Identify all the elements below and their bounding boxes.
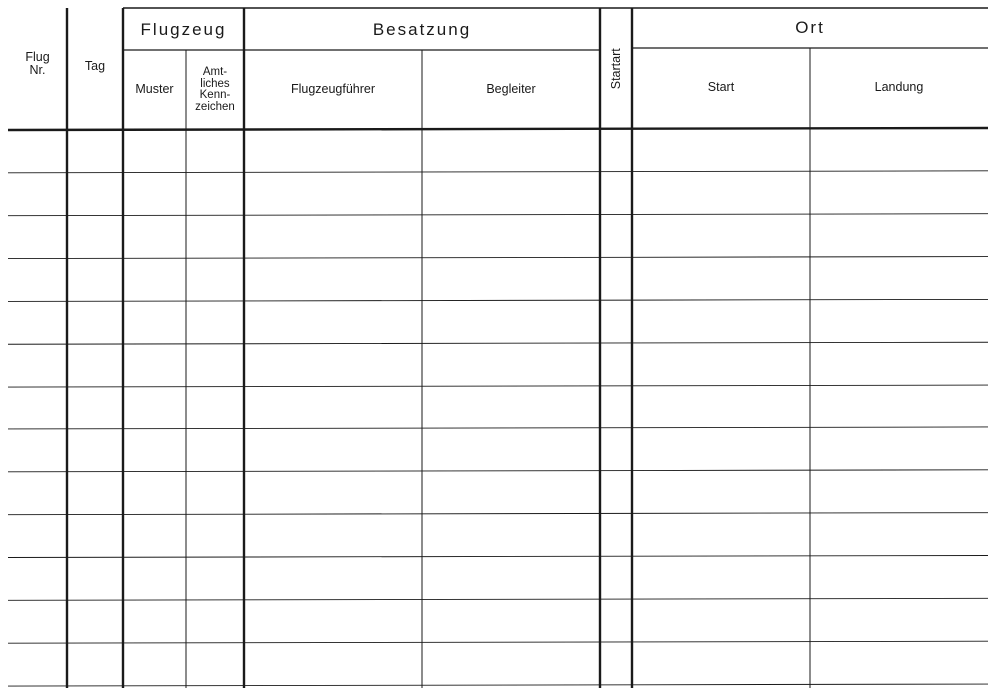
header-flug-nr: Flug Nr. xyxy=(25,49,50,77)
cell-kennzeichen[interactable] xyxy=(188,390,242,429)
header-kennzeichen: Amt- liches Kenn- zeichen xyxy=(195,66,235,113)
cell-muster[interactable] xyxy=(125,132,184,171)
cell-landung[interactable] xyxy=(812,475,986,514)
cell-startart[interactable] xyxy=(602,475,630,514)
cell-begleiter[interactable] xyxy=(424,347,598,386)
cell-flugzeugfuehrer[interactable] xyxy=(246,604,420,643)
cell-flugzeugfuehrer[interactable] xyxy=(246,347,420,386)
cell-landung[interactable] xyxy=(812,261,986,300)
header-startart-cell xyxy=(600,8,632,130)
cell-tag[interactable] xyxy=(69,132,121,171)
cell-muster[interactable] xyxy=(125,390,184,429)
cell-muster[interactable] xyxy=(125,347,184,386)
cell-landung[interactable] xyxy=(812,347,986,386)
header-start: Start xyxy=(707,80,735,95)
cell-flugzeugfuehrer[interactable] xyxy=(246,175,420,214)
cell-begleiter[interactable] xyxy=(424,561,598,600)
cell-flugzeugfuehrer[interactable] xyxy=(246,218,420,257)
cell-start[interactable] xyxy=(634,475,808,514)
cell-kennzeichen[interactable] xyxy=(188,475,242,514)
cell-flug-nr[interactable] xyxy=(10,304,65,343)
cell-begleiter[interactable] xyxy=(424,518,598,557)
cell-flug-nr[interactable] xyxy=(10,432,65,471)
cell-kennzeichen[interactable] xyxy=(188,432,242,471)
cell-begleiter[interactable] xyxy=(424,390,598,429)
cell-start[interactable] xyxy=(634,518,808,557)
cell-startart[interactable] xyxy=(602,304,630,343)
cell-flug-nr[interactable] xyxy=(10,390,65,429)
cell-flug-nr[interactable] xyxy=(10,561,65,600)
cell-kennzeichen[interactable] xyxy=(188,175,242,214)
cell-flugzeugfuehrer[interactable] xyxy=(246,475,420,514)
cell-startart[interactable] xyxy=(602,390,630,429)
cell-tag[interactable] xyxy=(69,604,121,643)
row-divider xyxy=(8,299,988,301)
cell-begleiter[interactable] xyxy=(424,604,598,643)
cell-muster[interactable] xyxy=(125,261,184,300)
cell-muster[interactable] xyxy=(125,475,184,514)
cell-start[interactable] xyxy=(634,432,808,471)
cell-flugzeugfuehrer[interactable] xyxy=(246,518,420,557)
cell-tag[interactable] xyxy=(69,647,121,686)
cell-muster[interactable] xyxy=(125,218,184,257)
cell-flugzeugfuehrer[interactable] xyxy=(246,647,420,686)
cell-start[interactable] xyxy=(634,347,808,386)
cell-muster[interactable] xyxy=(125,604,184,643)
cell-startart[interactable] xyxy=(602,561,630,600)
cell-tag[interactable] xyxy=(69,432,121,471)
cell-begleiter[interactable] xyxy=(424,475,598,514)
cell-muster[interactable] xyxy=(125,175,184,214)
cell-muster[interactable] xyxy=(125,432,184,471)
cell-begleiter[interactable] xyxy=(424,218,598,257)
cell-startart[interactable] xyxy=(602,132,630,171)
header-flugzeugfuehrer: Flugzeugführer xyxy=(290,82,376,97)
cell-start[interactable] xyxy=(634,175,808,214)
cell-landung[interactable] xyxy=(812,175,986,214)
cell-tag[interactable] xyxy=(69,347,121,386)
cell-kennzeichen[interactable] xyxy=(188,647,242,686)
cell-startart[interactable] xyxy=(602,518,630,557)
cell-begleiter[interactable] xyxy=(424,175,598,214)
cell-tag[interactable] xyxy=(69,518,121,557)
cell-start[interactable] xyxy=(634,261,808,300)
cell-tag[interactable] xyxy=(69,561,121,600)
cell-landung[interactable] xyxy=(812,647,986,686)
cell-kennzeichen[interactable] xyxy=(188,132,242,171)
cell-flug-nr[interactable] xyxy=(10,132,65,171)
cell-landung[interactable] xyxy=(812,390,986,429)
cell-flug-nr[interactable] xyxy=(10,475,65,514)
cell-startart[interactable] xyxy=(602,432,630,471)
cell-flug-nr[interactable] xyxy=(10,261,65,300)
cell-kennzeichen[interactable] xyxy=(188,261,242,300)
cell-muster[interactable] xyxy=(125,304,184,343)
cell-muster[interactable] xyxy=(125,561,184,600)
cell-landung[interactable] xyxy=(812,604,986,643)
cell-flugzeugfuehrer[interactable] xyxy=(246,261,420,300)
cell-tag[interactable] xyxy=(69,475,121,514)
cell-tag[interactable] xyxy=(69,218,121,257)
cell-landung[interactable] xyxy=(812,561,986,600)
cell-startart[interactable] xyxy=(602,218,630,257)
cell-muster[interactable] xyxy=(125,518,184,557)
cell-startart[interactable] xyxy=(602,604,630,643)
cell-landung[interactable] xyxy=(812,518,986,557)
header-ort: Ort xyxy=(795,17,825,37)
header-muster: Muster xyxy=(135,82,174,97)
cell-begleiter[interactable] xyxy=(424,647,598,686)
cell-begleiter[interactable] xyxy=(424,432,598,471)
header-landung: Landung xyxy=(874,80,924,95)
cell-start[interactable] xyxy=(634,390,808,429)
cell-tag[interactable] xyxy=(69,261,121,300)
cell-startart[interactable] xyxy=(602,261,630,300)
cell-kennzeichen[interactable] xyxy=(188,561,242,600)
cell-start[interactable] xyxy=(634,647,808,686)
cell-flug-nr[interactable] xyxy=(10,218,65,257)
cell-kennzeichen[interactable] xyxy=(188,518,242,557)
header-begleiter: Begleiter xyxy=(486,82,536,97)
cell-flug-nr[interactable] xyxy=(10,647,65,686)
cell-kennzeichen[interactable] xyxy=(188,347,242,386)
cell-start[interactable] xyxy=(634,132,808,171)
cell-start[interactable] xyxy=(634,561,808,600)
cell-start[interactable] xyxy=(634,218,808,257)
cell-kennzeichen[interactable] xyxy=(188,304,242,343)
cell-startart[interactable] xyxy=(602,347,630,386)
cell-begleiter[interactable] xyxy=(424,261,598,300)
header-besatzung: Besatzung xyxy=(372,19,472,39)
cell-landung[interactable] xyxy=(812,132,986,171)
cell-landung[interactable] xyxy=(812,432,986,471)
cell-landung[interactable] xyxy=(812,304,986,343)
cell-startart[interactable] xyxy=(602,647,630,686)
cell-flugzeugfuehrer[interactable] xyxy=(246,390,420,429)
header-startart: Startart xyxy=(608,48,623,90)
cell-flug-nr[interactable] xyxy=(10,518,65,557)
cell-start[interactable] xyxy=(634,604,808,643)
row-divider xyxy=(8,257,988,259)
cell-flugzeugfuehrer[interactable] xyxy=(246,432,420,471)
cell-startart[interactable] xyxy=(602,175,630,214)
cell-flugzeugfuehrer[interactable] xyxy=(246,132,420,171)
cell-flug-nr[interactable] xyxy=(10,347,65,386)
cell-flugzeugfuehrer[interactable] xyxy=(246,561,420,600)
cell-kennzeichen[interactable] xyxy=(188,604,242,643)
cell-tag[interactable] xyxy=(69,390,121,429)
cell-kennzeichen[interactable] xyxy=(188,218,242,257)
cell-flug-nr[interactable] xyxy=(10,604,65,643)
cell-start[interactable] xyxy=(634,304,808,343)
cell-landung[interactable] xyxy=(812,218,986,257)
row-divider xyxy=(8,171,988,173)
cell-flugzeugfuehrer[interactable] xyxy=(246,304,420,343)
row-divider xyxy=(8,214,988,216)
cell-muster[interactable] xyxy=(125,647,184,686)
header-flugzeug: Flugzeug xyxy=(140,19,227,39)
cell-begleiter[interactable] xyxy=(424,132,598,171)
cell-tag[interactable] xyxy=(69,175,121,214)
header-tag: Tag xyxy=(84,59,106,74)
cell-begleiter[interactable] xyxy=(424,304,598,343)
cell-flug-nr[interactable] xyxy=(10,175,65,214)
cell-tag[interactable] xyxy=(69,304,121,343)
